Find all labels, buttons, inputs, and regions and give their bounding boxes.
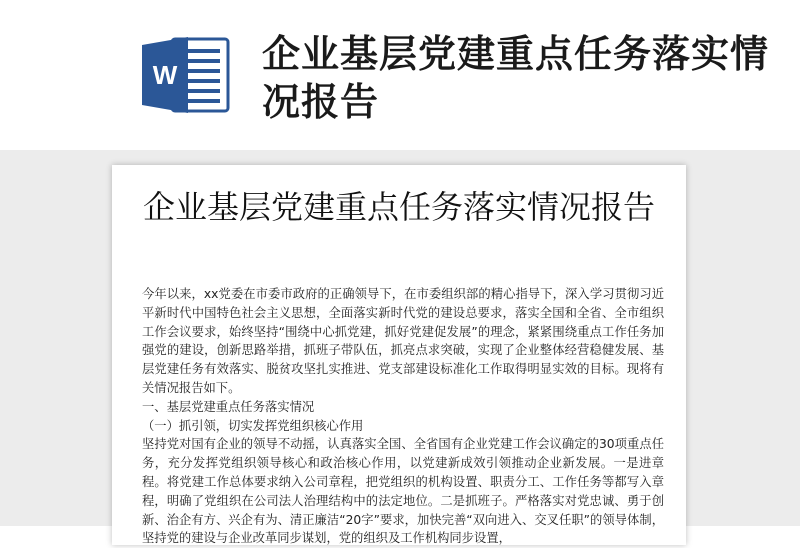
document-body <box>142 285 664 548</box>
body-paragraph: 坚持党对国有企业的领导不动摇，认真落实全国、全省国有企业党建工作会议确定的30项重点任务，充分发挥党组织领导核心和政治核心作用，以党建新成效引领推动企业新发展。一是进章程。将党建工作总体要求纳入公司章程，把党组织的机构设置、职责分工、工作任务等都写入章程，明确了党组织在公司法人治理结构中的法定地位。二是抓班子。严格落实对党忠诚、勇于创新、治企有方、兴企有为、清正廉洁“20字”要求，加快完善“双向进入、交叉任职”的领导体制，坚持党的建设与企业改革同步谋划，党的组织及工作机构同步设置， <box>142 437 664 546</box>
subsection-heading: （一）抓引领，切实发挥党组织核心作用 <box>142 418 364 433</box>
document-title: 企业基层党建重点任务落实情况报告 <box>142 188 655 226</box>
intro-paragraph: 今年以来，xx党委在市委市政府的正确领导下，在市委组织部的精心指导下，深入学习贯彻习近平新时代中国特色社会主义思想，全面落实新时代党的建设总要求，落实全国和全省、全市组织工作会议要求，始终坚持“围绕中心抓党建，抓好党建促发展”的理念，紧紧围绕重点工作任务加强党的建设，创新思路举措，抓班子带队伍，抓亮点求突破，实现了企业整体经营稳健发展、基层党建任务有效落实、脱贫攻坚扎实推进、党支部建设标准化工作取得明显实效的目标。现将有关情况报告如下。 <box>142 287 664 395</box>
header-title: 企业基层党建重点任务落实情况报告 <box>262 32 770 124</box>
word-document-icon <box>142 35 232 115</box>
header-banner <box>0 0 800 150</box>
section-heading: 一、基层党建重点任务落实情况 <box>142 399 315 414</box>
svg-text:W: W <box>152 60 178 90</box>
document-page <box>112 165 686 545</box>
